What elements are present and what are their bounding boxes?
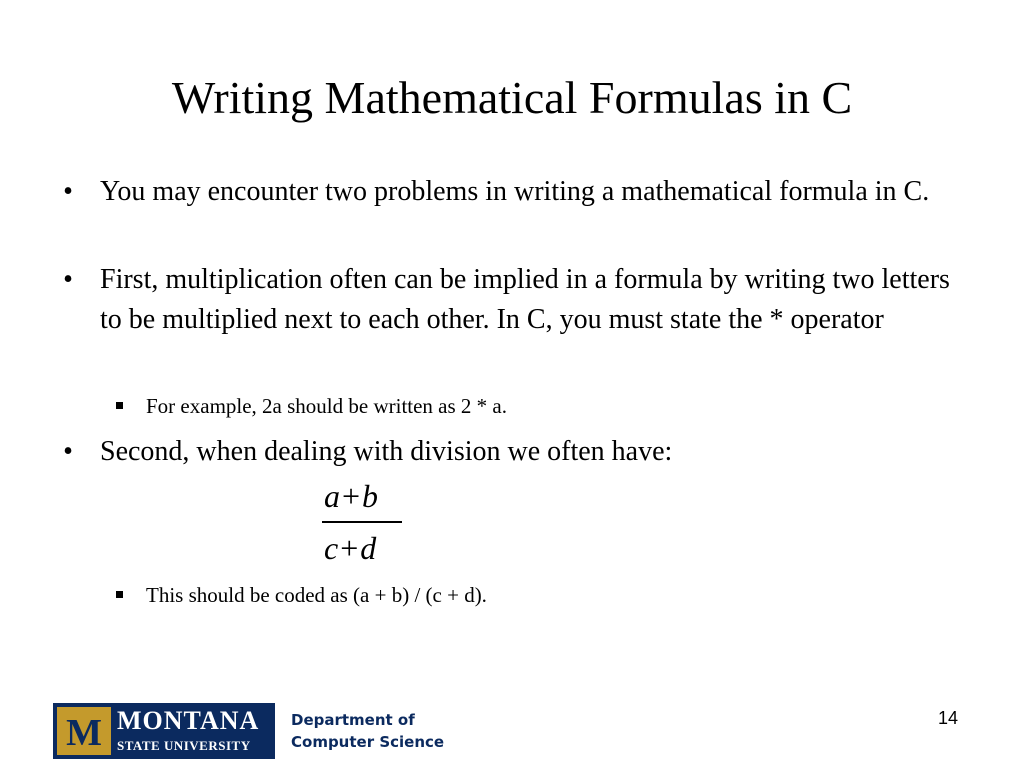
m-logo-icon — [57, 707, 111, 755]
department-line-1: Department of — [291, 711, 415, 729]
bullet-item — [63, 260, 950, 340]
formula-denominator — [324, 528, 404, 568]
page-number: 14 — [938, 708, 959, 728]
numerator-right: b — [362, 478, 379, 514]
logo-name: MONTANA — [117, 706, 260, 735]
bullet-item — [63, 172, 950, 212]
bullet-text: Second, when dealing with division we often have: — [100, 436, 673, 467]
logo-letter: M — [66, 712, 102, 754]
department-name — [291, 709, 444, 753]
bullet-text: First, multiplication often can be implied in a formula by writing two letters to be multiplied next to each other. In C, you must state the * operator — [100, 264, 950, 335]
bullet-marker: • — [63, 176, 73, 207]
bullet-text: You may encounter two problems in writing a mathematical formula in C. — [100, 176, 930, 207]
department-line-2: Computer Science — [291, 733, 445, 751]
sub-bullet-item — [146, 392, 946, 420]
university-logo — [53, 703, 275, 759]
numerator-left: a — [324, 478, 340, 514]
slide-title: Writing Mathematical Formulas in C — [171, 72, 853, 123]
logo-subtitle: STATE UNIVERSITY — [117, 738, 251, 753]
numerator-operator: + — [342, 478, 361, 514]
bullet-marker: • — [63, 436, 73, 467]
sub-bullet-text: This should be coded as (a + b) / (c + d). — [146, 583, 487, 607]
division-formula — [318, 476, 408, 568]
denominator-operator: + — [340, 530, 359, 566]
formula-numerator — [324, 476, 404, 516]
bullet-item — [63, 432, 950, 472]
denominator-right: d — [360, 530, 377, 566]
square-bullet-icon — [116, 402, 123, 409]
denominator-left: c — [324, 530, 339, 566]
bullet-marker: • — [63, 264, 73, 295]
square-bullet-icon — [116, 591, 123, 598]
sub-bullet-text: For example, 2a should be written as 2 * a. — [146, 394, 507, 418]
fraction-bar — [322, 521, 402, 523]
sub-bullet-item — [146, 581, 946, 609]
